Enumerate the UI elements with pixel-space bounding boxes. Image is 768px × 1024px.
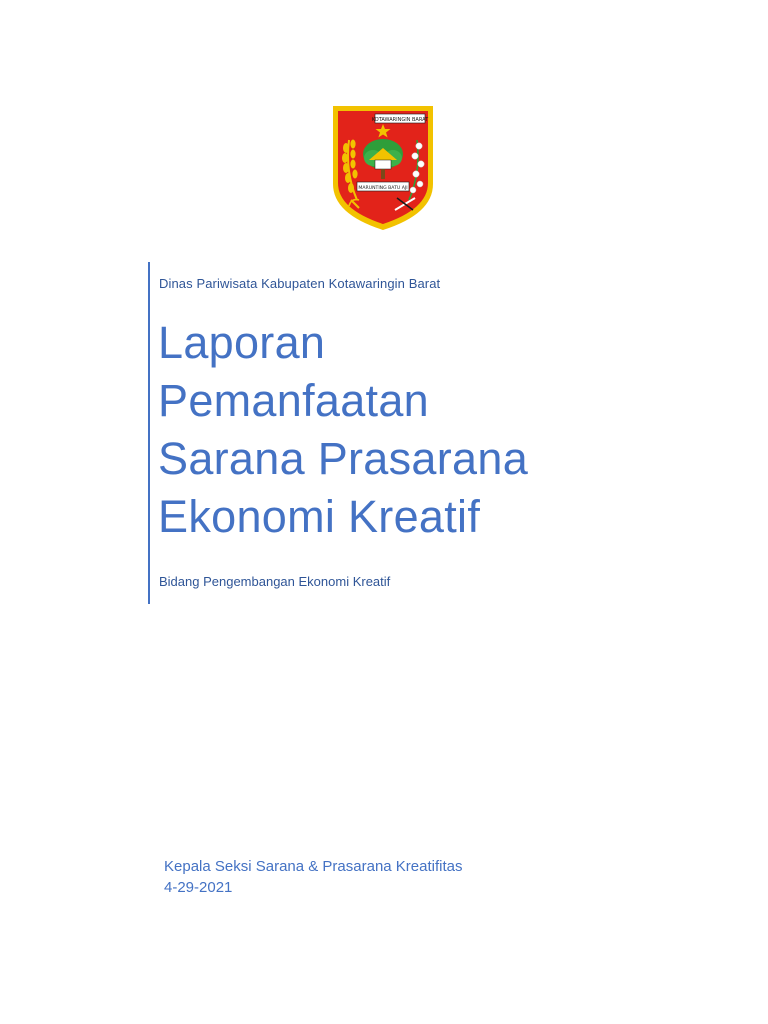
footer-block <box>164 856 584 898</box>
document-title <box>158 314 528 546</box>
author-line: Kepala Seksi Sarana & Prasarana Kreatifitas <box>164 858 463 875</box>
emblem-banner-bottom: MARUNTING BATU AJI <box>358 186 408 191</box>
document-title-line: Ekonomi Kreatif <box>158 491 481 542</box>
emblem-banner-top: KOTAWARINGIN BARAT <box>371 117 429 123</box>
coat-of-arms-icon <box>329 102 437 232</box>
date-line: 4-29-2021 <box>164 879 233 896</box>
document-title-line: Sarana Prasarana <box>158 433 529 484</box>
title-block <box>148 262 590 604</box>
organization-name: Dinas Pariwisata Kabupaten Kotawaringin Barat <box>159 276 441 291</box>
document-title-line: Pemanfaatan <box>158 375 429 426</box>
document-title-line: Laporan <box>158 317 326 368</box>
document-subtitle: Bidang Pengembangan Ekonomi Kreatif <box>159 574 391 589</box>
